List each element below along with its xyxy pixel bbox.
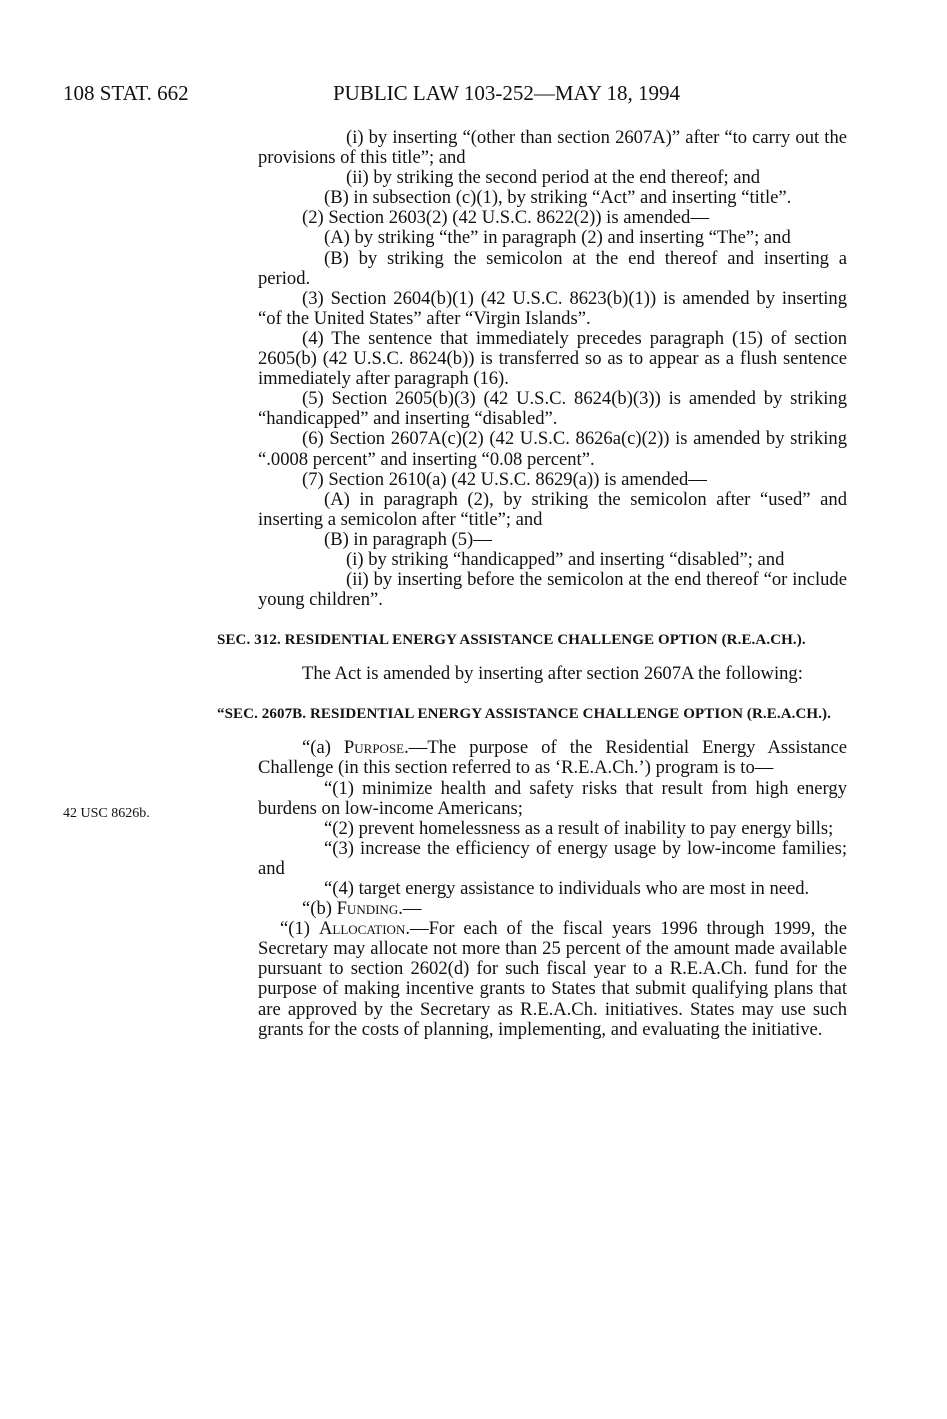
paragraph: The Act is amended by inserting after section 2607A the following: xyxy=(302,663,803,685)
paragraph: “(1) minimize health and safety risks that result from high energy burdens on low-income Americans; xyxy=(258,777,847,819)
paragraph: (4) The sentence that immediately precedes paragraph (15) of section 2605(b) (42 U.S.C. 8624(b)) is transferred so as to appear as a flush sentence immediately after paragraph (16). xyxy=(258,327,847,390)
paragraph: (i) by striking “handicapped” and inserting “disabled”; and xyxy=(346,548,785,570)
paragraph: (B) in paragraph (5)— xyxy=(324,528,492,550)
paragraph: (2) Section 2603(2) (42 U.S.C. 8622(2)) is amended— xyxy=(302,207,709,229)
paragraph: (B) in subsection (c)(1), by striking “Act” and inserting “title”. xyxy=(324,187,792,209)
paragraph xyxy=(258,919,847,1040)
paragraph: (A) by striking “the” in paragraph (2) and inserting “The”; and xyxy=(324,227,791,249)
paragraph xyxy=(258,738,847,778)
paragraph: (i) by inserting “(other than section 2607A)” after “to carry out the provisions of this title”; and xyxy=(258,127,847,169)
body-text xyxy=(217,127,847,1040)
statute-page-number: 108 STAT. 662 xyxy=(63,81,189,105)
spacer xyxy=(258,724,847,738)
spacer xyxy=(258,684,847,704)
section-heading: “SEC. 2607B. RESIDENTIAL ENERGY ASSISTANCE CHALLENGE OPTION (R.E.A.CH.). xyxy=(217,706,831,723)
paragraph xyxy=(258,899,847,919)
paragraph: “(3) increase the efficiency of energy usage by low-income families; and xyxy=(258,837,847,879)
paragraph-lead: “(1) xyxy=(280,918,319,940)
paragraph: (6) Section 2607A(c)(2) (42 U.S.C. 8626a(c)(2)) is amended by striking “.0008 percent” and inserting “0.08 percent”. xyxy=(258,428,847,470)
paragraph-text: —The purpose of the Residential Energy Assistance Challenge (in this section referred to as ‘R.E.A.Ch.’) program is to— xyxy=(258,737,847,779)
subsection-caption: Purpose. xyxy=(343,737,409,759)
paragraph: (A) in paragraph (2), by striking the semicolon after “used” and inserting a semicolon after “title”; and xyxy=(258,488,847,530)
spacer xyxy=(258,650,847,664)
subsection-caption: Allocation. xyxy=(318,918,410,940)
paragraph: (7) Section 2610(a) (42 U.S.C. 8629(a)) is amended— xyxy=(302,468,707,490)
subsection-caption: Funding. xyxy=(336,898,403,920)
paragraph: (ii) by inserting before the semicolon at the end thereof “or include young children”. xyxy=(258,569,847,611)
page-header xyxy=(63,80,863,110)
paragraph: (5) Section 2605(b)(3) (42 U.S.C. 8624(b)(3)) is amended by striking “handicapped” and inserting “disabled”. xyxy=(258,388,847,430)
paragraph-text: —For each of the fiscal years 1996 through 1999, the Secretary may allocate not more than 25 percent of the amount made available pursuant to section 2602(d) for such fiscal year to a R.E.A.Ch. fund for the purpose of making incentive grants to States that submit qualifying plans that are approved by the Secretary as R.E.A.Ch. initiatives. States may use such grants for the costs of planning, implementing, and evaluating the initiative. xyxy=(258,918,847,1040)
paragraph: “(4) target energy assistance to individuals who are most in need. xyxy=(324,878,810,899)
paragraph: (3) Section 2604(b)(1) (42 U.S.C. 8623(b)(1)) is amended by inserting “of the United States” after “Virgin Islands”. xyxy=(258,287,847,329)
paragraph: (ii) by striking the second period at the end thereof; and xyxy=(346,167,761,189)
paragraph: (B) by striking the semicolon at the end thereof and inserting a period. xyxy=(258,247,847,289)
paragraph-text: — xyxy=(402,898,422,920)
margin-citation: 42 USC 8626b. xyxy=(63,806,150,821)
paragraph-lead: “(b) xyxy=(302,898,337,920)
section-heading: SEC. 312. RESIDENTIAL ENERGY ASSISTANCE CHALLENGE OPTION (R.E.A.CH.). xyxy=(217,632,806,649)
paragraph: “(2) prevent homelessness as a result of inability to pay energy bills; xyxy=(324,817,834,839)
public-law-title: PUBLIC LAW 103-252—MAY 18, 1994 xyxy=(333,81,680,105)
spacer xyxy=(258,610,847,630)
paragraph-lead: “(a) xyxy=(302,737,344,759)
